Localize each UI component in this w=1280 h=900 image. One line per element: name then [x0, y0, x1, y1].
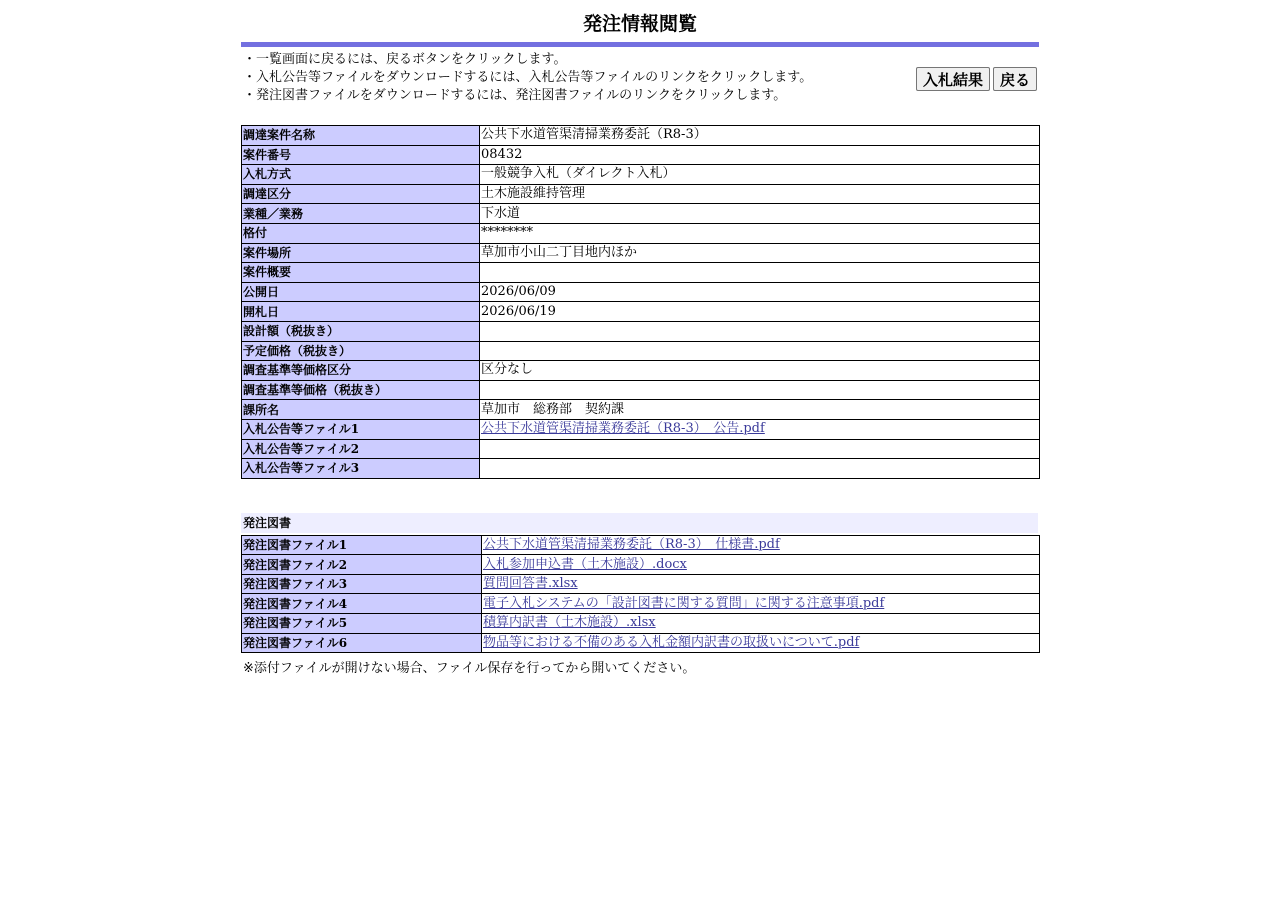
doc-row-value	[482, 614, 1040, 634]
info-row-value	[480, 419, 1040, 439]
doc-row-value	[482, 535, 1040, 555]
info-row-value: 一般競争入札（ダイレクト入札）	[480, 165, 1040, 185]
info-row-value: 公共下水道管渠清掃業務委託（R8-3）	[480, 126, 1040, 146]
info-row-label: 開札日	[242, 302, 480, 322]
doc-row-label: 発注図書ファイル5	[242, 614, 482, 634]
order-docs-section-title: 発注図書	[241, 513, 1038, 533]
info-row-value: 08432	[480, 145, 1040, 165]
info-row-value: 草加市 総務部 契約課	[480, 400, 1040, 420]
info-row-label: 案件概要	[242, 263, 480, 283]
info-row-value: 土木施設維持管理	[480, 184, 1040, 204]
doc-row	[242, 574, 1040, 594]
order-doc-file-link[interactable]: 入札参加申込書（土木施設）.docx	[483, 556, 687, 572]
info-row-label: 調達案件名称	[242, 126, 480, 146]
case-info-table	[241, 125, 1040, 479]
info-row	[242, 459, 1040, 479]
page-container	[241, 0, 1039, 676]
info-row-label: 設計額（税抜き）	[242, 321, 480, 341]
info-row	[242, 223, 1040, 243]
order-doc-file-link[interactable]: 電子入札システムの「設計図書に関する質問」に関する注意事項.pdf	[483, 595, 885, 611]
info-row-label: 調査基準等価格（税抜き）	[242, 380, 480, 400]
info-row	[242, 361, 1040, 381]
doc-row-label: 発注図書ファイル1	[242, 535, 482, 555]
info-row-label: 入札公告等ファイル1	[242, 419, 480, 439]
info-row-value	[480, 380, 1040, 400]
info-row	[242, 184, 1040, 204]
info-row	[242, 165, 1040, 185]
info-row-value: ********	[480, 223, 1040, 243]
info-row-value: 2026/06/19	[480, 302, 1040, 322]
info-row-value: 区分なし	[480, 361, 1040, 381]
doc-row-value	[482, 594, 1040, 614]
order-doc-file-link[interactable]: 質問回答書.xlsx	[483, 576, 578, 592]
order-doc-file-link[interactable]: 積算内訳書（土木施設）.xlsx	[483, 615, 656, 631]
info-row-value: 草加市小山二丁目地内ほか	[480, 243, 1040, 263]
case-info-body	[242, 126, 1040, 479]
info-row-value: 下水道	[480, 204, 1040, 224]
doc-row	[242, 535, 1040, 555]
doc-row	[242, 555, 1040, 575]
info-row-label: 予定価格（税抜き）	[242, 341, 480, 361]
info-row-label: 入札公告等ファイル3	[242, 459, 480, 479]
info-row-value	[480, 439, 1040, 459]
info-row	[242, 243, 1040, 263]
info-row-label: 公開日	[242, 282, 480, 302]
info-row	[242, 302, 1040, 322]
info-row-label: 課所名	[242, 400, 480, 420]
info-row-label: 案件場所	[242, 243, 480, 263]
info-row	[242, 126, 1040, 146]
instruction-line: ・入札公告等ファイルをダウンロードするには、入札公告等ファイルのリンクをクリックします。	[243, 70, 813, 85]
page-title: 発注情報閲覧	[582, 13, 697, 35]
bid-results-button[interactable]: 入札結果	[916, 67, 990, 91]
instructions-area	[241, 47, 1039, 125]
button-group	[916, 67, 1037, 91]
notice-file-link[interactable]: 公共下水道管渠清掃業務委託（R8-3） 公告.pdf	[481, 421, 765, 437]
order-docs-body	[242, 535, 1040, 653]
info-row-value	[480, 321, 1040, 341]
doc-row-label: 発注図書ファイル6	[242, 633, 482, 653]
order-docs-table	[241, 535, 1040, 654]
info-row-label: 調査基準等価格区分	[242, 361, 480, 381]
instruction-line: ・発注図書ファイルをダウンロードするには、発注図書ファイルのリンクをクリックします。	[243, 88, 787, 103]
order-doc-file-link[interactable]: 公共下水道管渠清掃業務委託（R8-3） 仕様書.pdf	[483, 536, 780, 552]
info-row	[242, 419, 1040, 439]
doc-row-value	[482, 633, 1040, 653]
doc-row	[242, 614, 1040, 634]
attachment-note: ※添付ファイルが開けない場合、ファイル保存を行ってから開いてください。	[243, 661, 696, 677]
info-row	[242, 263, 1040, 283]
doc-row-label: 発注図書ファイル4	[242, 594, 482, 614]
info-row-label: 業種／業務	[242, 204, 480, 224]
info-row-value	[480, 341, 1040, 361]
info-row-label: 調達区分	[242, 184, 480, 204]
doc-row-value	[482, 555, 1040, 575]
info-row	[242, 204, 1040, 224]
info-row	[242, 380, 1040, 400]
info-row	[242, 400, 1040, 420]
info-row-label: 入札公告等ファイル2	[242, 439, 480, 459]
info-row-value	[480, 263, 1040, 283]
info-row	[242, 321, 1040, 341]
info-row-value: 2026/06/09	[480, 282, 1040, 302]
doc-row	[242, 633, 1040, 653]
doc-row	[242, 594, 1040, 614]
back-button[interactable]: 戻る	[993, 67, 1037, 91]
info-row-value	[480, 459, 1040, 479]
info-row-label: 入札方式	[242, 165, 480, 185]
doc-row-label: 発注図書ファイル3	[242, 574, 482, 594]
instruction-line: ・一覧画面に戻るには、戻るボタンをクリックします。	[243, 52, 567, 67]
info-row	[242, 439, 1040, 459]
info-row	[242, 145, 1040, 165]
order-doc-file-link[interactable]: 物品等における不備のある入札金額内訳書の取扱いについて.pdf	[483, 634, 860, 650]
instruction-list	[243, 51, 812, 105]
info-row	[242, 341, 1040, 361]
doc-row-value	[482, 574, 1040, 594]
doc-row-label: 発注図書ファイル2	[242, 555, 482, 575]
info-row	[242, 282, 1040, 302]
info-row-label: 案件番号	[242, 145, 480, 165]
info-row-label: 格付	[242, 223, 480, 243]
